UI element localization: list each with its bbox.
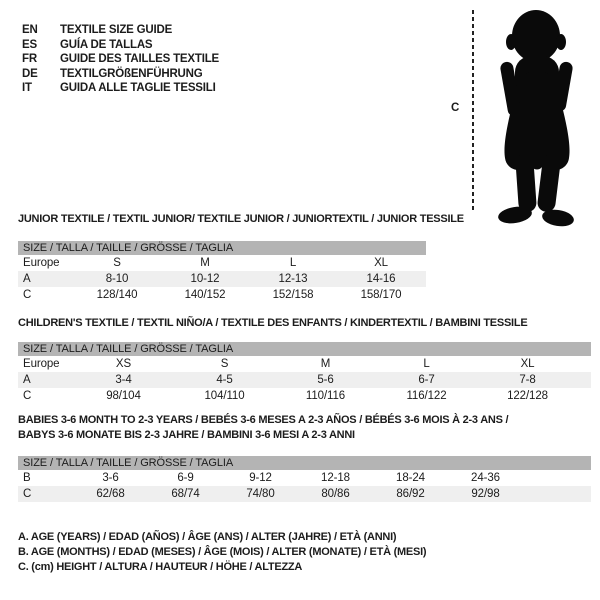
table-cell: 98/104 <box>106 390 141 402</box>
table-cell: 6-9 <box>177 472 194 484</box>
language-row <box>22 52 219 67</box>
table-cell: 10-12 <box>190 273 220 285</box>
size-header-bar: SIZE / TALLA / TAILLE / GRÖSSE / TAGLIA <box>18 241 426 255</box>
language-header <box>22 23 219 96</box>
table-row <box>18 372 591 388</box>
section-title-line: JUNIOR TEXTILE / TEXTIL JUNIOR/ TEXTILE JUNIOR / JUNIORTEXTIL / JUNIOR TESSILE <box>18 213 464 225</box>
row-spacer <box>425 287 426 303</box>
section-title-babies <box>18 413 508 443</box>
row-label: B <box>23 472 31 484</box>
table-cell: 4-5 <box>216 374 233 386</box>
table-cell: 86/92 <box>396 488 425 500</box>
table-row <box>18 486 591 502</box>
table-cell: XS <box>115 358 132 370</box>
row-spacer <box>425 255 426 271</box>
table-row <box>18 470 591 486</box>
toddler-silhouette-icon <box>487 6 587 232</box>
table-cell: S <box>220 358 229 370</box>
guide-title: GUIDE DES TAILLES TEXTILE <box>60 53 219 66</box>
section-title-line: CHILDREN'S TEXTILE / TEXTIL NIÑO/A / TEXTILE DES ENFANTS / KINDERTEXTIL / BAMBINI TESSILE <box>18 317 528 329</box>
table-cell: M <box>320 358 331 370</box>
table-cell: 9-12 <box>249 472 272 484</box>
guide-title: GUIDA ALLE TAGLIE TESSILI <box>60 82 216 95</box>
section-title-children <box>18 316 527 331</box>
row-spacer <box>425 271 426 287</box>
table-cell: 104/110 <box>204 390 245 402</box>
guide-title: TEXTILE SIZE GUIDE <box>60 24 173 37</box>
table-cell: 18-24 <box>396 472 425 484</box>
table-row <box>18 271 426 287</box>
table-cell: 7-8 <box>519 374 536 386</box>
table-row <box>18 287 426 303</box>
table-cell: 3-4 <box>115 374 132 386</box>
table-cell: 5-6 <box>317 374 334 386</box>
table-cell: 116/122 <box>406 390 447 402</box>
table-cell: 3-6 <box>102 472 119 484</box>
table-cell: 6-7 <box>418 374 435 386</box>
table-cell: XL <box>374 257 388 269</box>
table-cell: 158/170 <box>360 289 402 301</box>
row-label: Europe <box>23 257 60 269</box>
table-cell: S <box>113 257 121 269</box>
table-cell: 110/116 <box>305 390 346 402</box>
table-cell: 12-13 <box>278 273 308 285</box>
table-cell: L <box>423 358 430 370</box>
table-cell: 12-18 <box>321 472 350 484</box>
section-title-line: BABIES 3-6 MONTH TO 2-3 YEARS / BEBÉS 3-6 MESES A 2-3 AÑOS / BÉBÉS 3-6 MOIS À 2-3 ANS / <box>18 414 509 426</box>
table-body <box>18 470 591 502</box>
row-label: C <box>23 289 32 301</box>
size-table-junior <box>18 241 426 303</box>
table-cell: 24-36 <box>471 472 500 484</box>
baby-height-figure <box>443 6 593 232</box>
row-spacer <box>523 486 591 502</box>
language-code: FR <box>22 53 37 66</box>
language-code: IT <box>22 82 32 95</box>
table-cell: 68/74 <box>171 488 200 500</box>
language-code: DE <box>22 67 38 80</box>
legend-note-c: C. (cm) HEIGHT / ALTURA / HAUTEUR / HÖHE / ALTEZZA <box>18 561 303 573</box>
language-row <box>22 38 219 53</box>
height-dashed-line-icon <box>471 10 475 210</box>
row-spacer <box>578 372 591 388</box>
table-cell: L <box>289 257 297 269</box>
language-code: ES <box>22 38 37 51</box>
row-spacer <box>523 470 591 486</box>
language-row <box>22 67 219 82</box>
guide-title: TEXTILGRÖßENFÜHRUNG <box>60 67 203 80</box>
legend-note-b: B. AGE (MONTHS) / EDAD (MESES) / ÂGE (MOIS) / ALTER (MONATE) / ETÀ (MESI) <box>18 546 427 558</box>
table-row <box>18 388 591 404</box>
table-cell: XL <box>520 358 535 370</box>
legend-notes <box>18 530 426 575</box>
row-label: A <box>23 374 31 386</box>
size-table-children <box>18 342 591 404</box>
size-header-bar: SIZE / TALLA / TAILLE / GRÖSSE / TAGLIA <box>18 456 591 470</box>
table-cell: M <box>200 257 210 269</box>
table-row <box>18 356 591 372</box>
height-measure-label: C <box>451 102 460 114</box>
section-title-junior <box>18 212 464 227</box>
row-spacer <box>578 356 591 372</box>
table-cell: 62/68 <box>96 488 125 500</box>
language-code: EN <box>22 24 38 37</box>
row-label: C <box>23 390 32 402</box>
table-cell: 14-16 <box>366 273 396 285</box>
section-title-line: BABYS 3-6 MONATE BIS 2-3 JAHRE / BAMBINI 3-6 MESI A 2-3 ANNI <box>18 429 355 441</box>
language-row <box>22 23 219 38</box>
row-label: Europe <box>23 358 60 370</box>
legend-note-a: A. AGE (YEARS) / EDAD (AÑOS) / ÂGE (ANS) / ALTER (JAHRE) / ETÀ (ANNI) <box>18 531 397 543</box>
row-spacer <box>578 388 591 404</box>
table-row <box>18 255 426 271</box>
table-cell: 8-10 <box>105 273 129 285</box>
table-cell: 74/80 <box>246 488 275 500</box>
table-cell: 80/86 <box>321 488 350 500</box>
guide-title: GUÍA DE TALLAS <box>60 38 153 51</box>
language-row <box>22 81 219 96</box>
table-body <box>18 255 426 303</box>
table-cell: 128/140 <box>96 289 138 301</box>
table-cell: 140/152 <box>184 289 226 301</box>
table-cell: 152/158 <box>272 289 314 301</box>
table-body <box>18 356 591 404</box>
row-label: A <box>23 273 31 285</box>
row-label: C <box>23 488 32 500</box>
size-table-babies <box>18 456 591 502</box>
table-cell: 92/98 <box>471 488 500 500</box>
table-cell: 122/128 <box>507 390 548 402</box>
size-header-bar: SIZE / TALLA / TAILLE / GRÖSSE / TAGLIA <box>18 342 591 356</box>
